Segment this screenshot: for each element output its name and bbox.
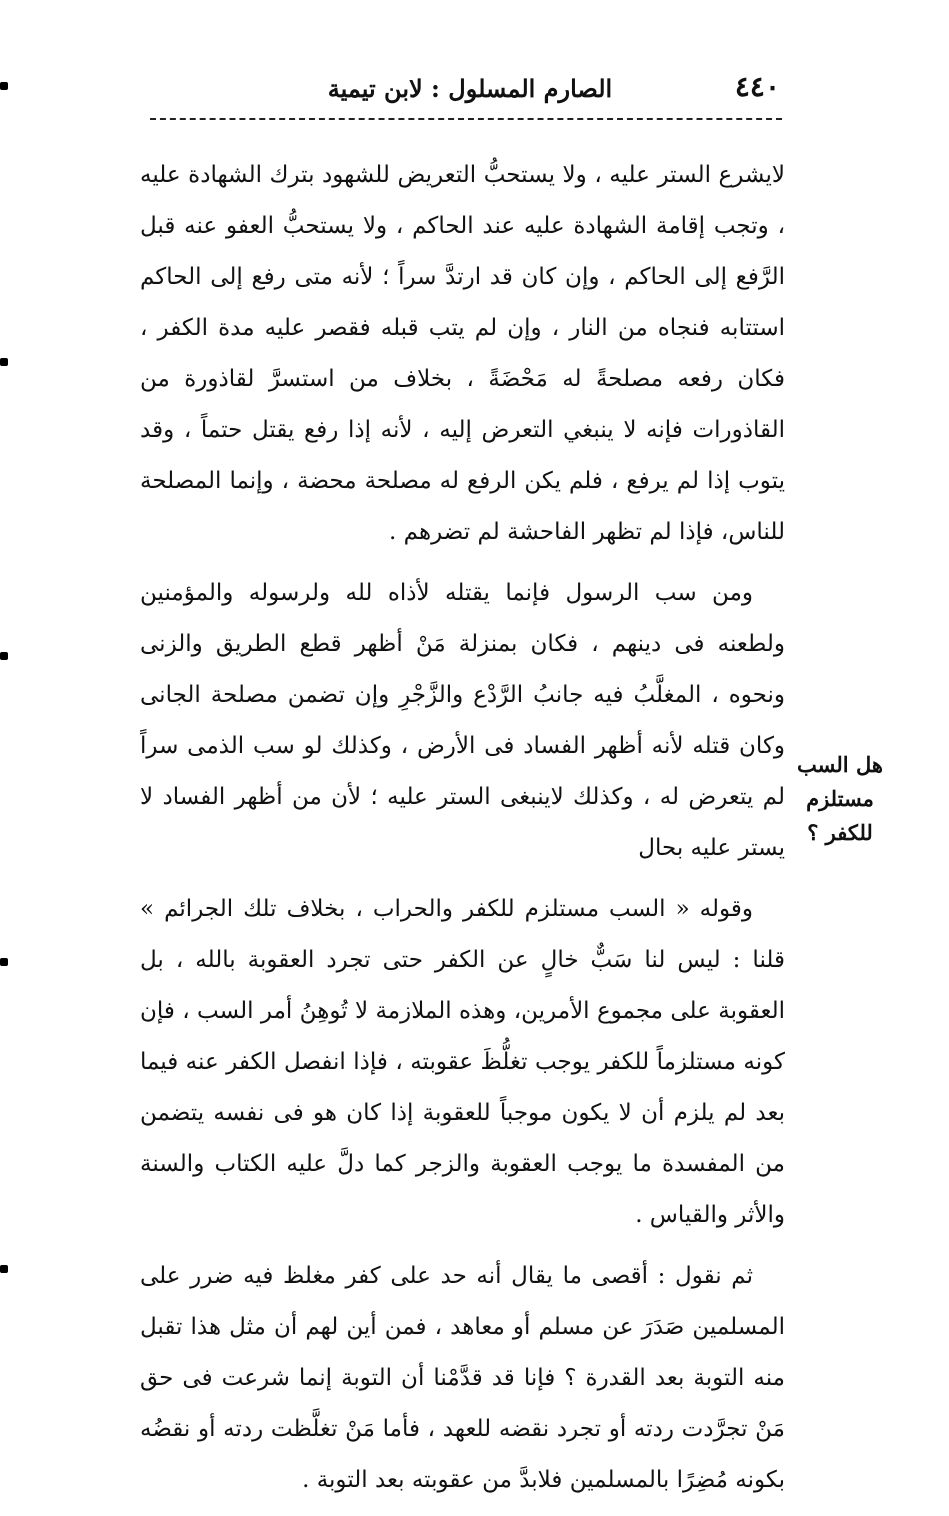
scan-mark [0, 358, 8, 366]
scan-mark [0, 82, 8, 90]
body-text [140, 150, 785, 1516]
scan-mark [0, 958, 8, 966]
page-number: ٤٤٠ [734, 70, 780, 103]
paragraph-4: ثم نقول : أقصى ما يقال أنه حد على كفر مغلظ فيه ضرر على المسلمين صَدَرَ عن مسلم أو معاهد ، فمن أين لهم أن مثل هذا تقبل منه التوبة بعد القدرة ؟ فإنا قد قدَّمْنا أن التوبة إنما شرعت فى حق مَنْ تجرَّدت ردته أو تجرد نقضه للعهد ، فأما مَنْ تغلَّظت ردته أو نقضُه بكونه مُضِرًا بالمسلمين فلابدَّ من عقوبته بعد التوبة . [140, 1263, 785, 1493]
paragraph-1: لايشرع الستر عليه ، ولا يستحبُّ التعريض للشهود بترك الشهادة عليه ، وتجب إقامة الشهادة عليه عند الحاكم ، ولا يستحبُّ العفو عنه قبل الرَّفع إلى الحاكم ، وإن كان قد ارتدَّ سراً ؛ لأنه متى رفع إلى الحاكم استتابه فنجاه من النار ، وإن لم يتب قبله فقصر عليه مدة الكفر ، فكان رفعه مصلحةً له مَحْضَةً ، بخلاف من استسرَّ لقاذورة من القاذورات فإنه لا ينبغي التعرض إليه ، لأنه إذا رفع يقتل حتماً ، وقد يتوب إذا لم يرفع ، فلم يكن الرفع له مصلحة محضة ، وإنما المصلحة للناس، فإذا لم تظهر الفاحشة لم تضرهم . [140, 162, 785, 545]
paragraph-2: ومن سب الرسول فإنما يقتله لأذاه لله ولرسوله والمؤمنين ولطعنه فى دينهم ، فكان بمنزلة مَنْ أظهر قطع الطريق والزنى ونحوه ، المغلَّبُ فيه جانبُ الرَّدْع والزَّجْرِ وإن تضمن مصلحة الجانى وكان قتله لأنه أظهر الفساد فى الأرض ، وكذلك لو سب الذمى سراً لم يتعرض له ، وكذلك لاينبغى الستر عليه ؛ لأن من أظهر الفساد لا يستر عليه بحال [140, 580, 785, 861]
scan-mark [0, 652, 8, 660]
paragraph-3: وقوله « السب مستلزم للكفر والحراب ، بخلاف تلك الجرائم » قلنا : ليس لنا سَبٌّ خالٍ عن الكفر حتى تجرد العقوبة بالله ، بل العقوبة على مجموع الأمرين، وهذه الملازمة لا تُوهِنُ أمر السب ، فإن كونه مستلزماً للكفر يوجب تغلُّظَ عقوبته ، فإذا انفصل الكفر عنه فيما بعد لم يلزم أن لا يكون موجباً للعقوبة إذا كان هو فى نفسه يتضمن من المفسدة ما يوجب العقوبة والزجر كما دلَّ عليه الكتاب والسنة والأثر والقياس . [140, 896, 785, 1228]
running-title: الصارم المسلول : لابن تيمية [327, 74, 613, 103]
page-header [150, 70, 790, 110]
scan-mark [0, 1265, 8, 1273]
margin-note: هل السب مستلزم للكفر ؟ [797, 752, 883, 845]
header-rule [150, 118, 782, 120]
